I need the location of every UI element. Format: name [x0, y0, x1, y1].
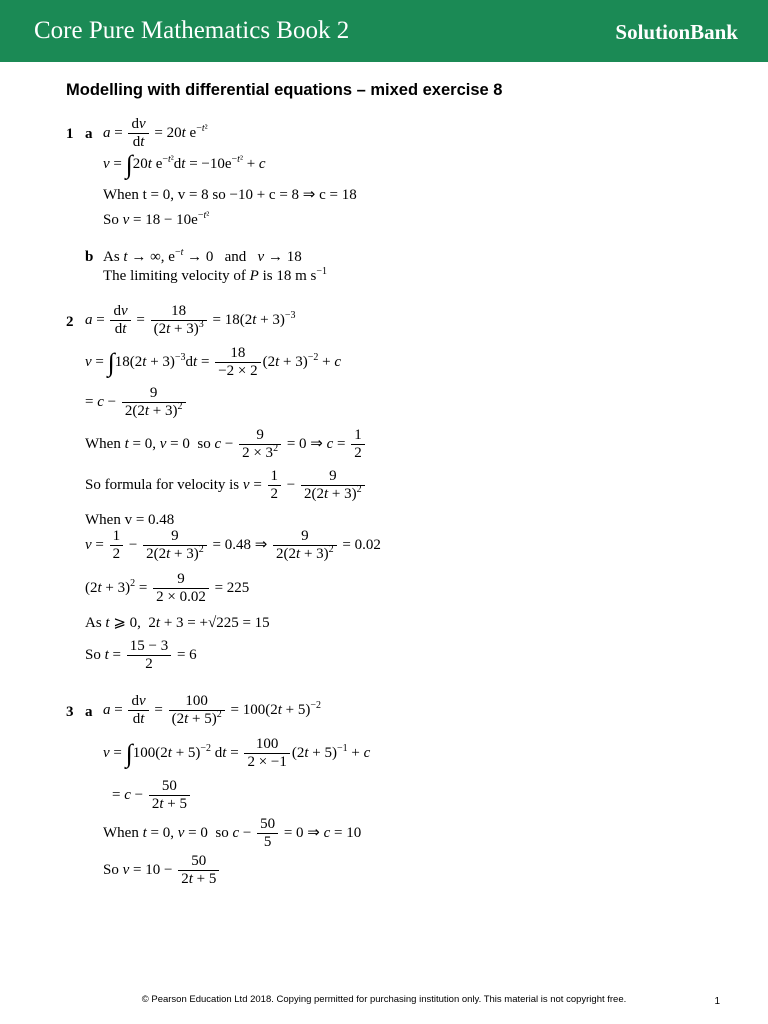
page-number: 1	[714, 996, 720, 1007]
math-line-2-1: a = $\frac{dv}{dt}$ = $\frac{18}{(2t + 3)^3}$ = $18(2t + 3)^{-3}$	[85, 303, 296, 337]
part-label-1a: a	[85, 126, 93, 142]
math-line-2-9: As t ⩾ 0, 2t + 3 = +√225 = 15	[85, 615, 270, 631]
question-number-1: 1	[66, 126, 74, 142]
math-line-2-8: $(2t + 3)^2$ = $\frac{9}{2 \times 0.02}$ = 225	[85, 571, 250, 605]
book-title: Core Pure Mathematics Book 2	[34, 17, 350, 44]
math-line-2-10: So t = $\frac{15 - 3}{2}$ = 6	[85, 638, 197, 672]
part-label-1b: b	[85, 249, 94, 265]
math-line-2-5: So formula for velocity is v = $\frac{1}{2}$ − $\frac{9}{2(2t + 3)^2}$	[85, 468, 367, 503]
math-line-3a-5: So v = 10 − $\frac{50}{2t + 5}$	[103, 853, 221, 888]
section-title: Modelling with differential equations – mixed exercise 8	[66, 81, 503, 99]
math-line-1b-1: As t → ∞, $e^{-t} \to 0$ and v → 18	[103, 247, 302, 265]
math-line-2-7: v = $\frac{1}{2}$ − $\frac{9}{2(2t + 3)^2}$ = 0.48 ⇒ $\frac{9}{2(2t + 3)^2}$ = 0.02	[85, 528, 381, 562]
math-line-2-2: $v = \int 18(2t + 3)^{-3}dt$ = $\frac{18}{-2 \times 2}$ $(2t + 3)^{-2} + c$	[85, 345, 342, 379]
copyright-footer: © Pearson Education Ltd 2018. Copying permitted for purchasing institution only. This material is not copyright free.	[141, 994, 627, 1005]
part-label-3a: a	[85, 704, 93, 720]
math-line-2-4: When t = 0, v = 0 so c − $\frac{9}{2 \times 3^2}$ = 0 ⇒ c = $\frac{1}{2}$	[85, 427, 367, 462]
math-line-1a-1: a = $\frac{dv}{dt}$ = 20t $e^{-t^2}$	[103, 116, 208, 150]
brand-name: SolutionBank	[615, 20, 738, 44]
math-line-3a-3: = c − $\frac{50}{2t + 5}$	[112, 778, 192, 813]
math-line-1b-2: The limiting velocity of P is 18 m $s^{-1}$	[103, 266, 327, 284]
math-line-1a-4: So $v = 18 - 10e^{-t^2}$	[103, 210, 210, 228]
math-line-2-6: When v = 0.48	[85, 512, 175, 528]
math-line-1a-2: v = ∫20t $e^{-t^2}dt = -10e^{-t^2} + c$	[103, 150, 266, 179]
math-line-3a-2: $v = \int 100(2t + 5)^{-2}$ dt = $\frac{100}{2 \times -1}$ $(2t + 5)^{-1} + c$	[103, 736, 371, 770]
question-number-2: 2	[66, 314, 74, 330]
question-number-3: 3	[66, 704, 74, 720]
header-banner	[0, 0, 768, 62]
math-line-2-3: = c − $\frac{9}{2(2t + 3)^2}$	[85, 385, 188, 420]
math-line-1a-3: When t = 0, v = 8 so −10 + c = 8 ⇒ c = 18	[103, 187, 357, 203]
math-line-3a-4: When t = 0, v = 0 so c − $\frac{50}{5}$ = 0 ⇒ c = 10	[103, 816, 362, 850]
math-line-3a-1: a = $\frac{dv}{dt}$ = $\frac{100}{(2t + 5)^2}$ = $100(2t + 5)^{-2}$	[103, 693, 321, 727]
